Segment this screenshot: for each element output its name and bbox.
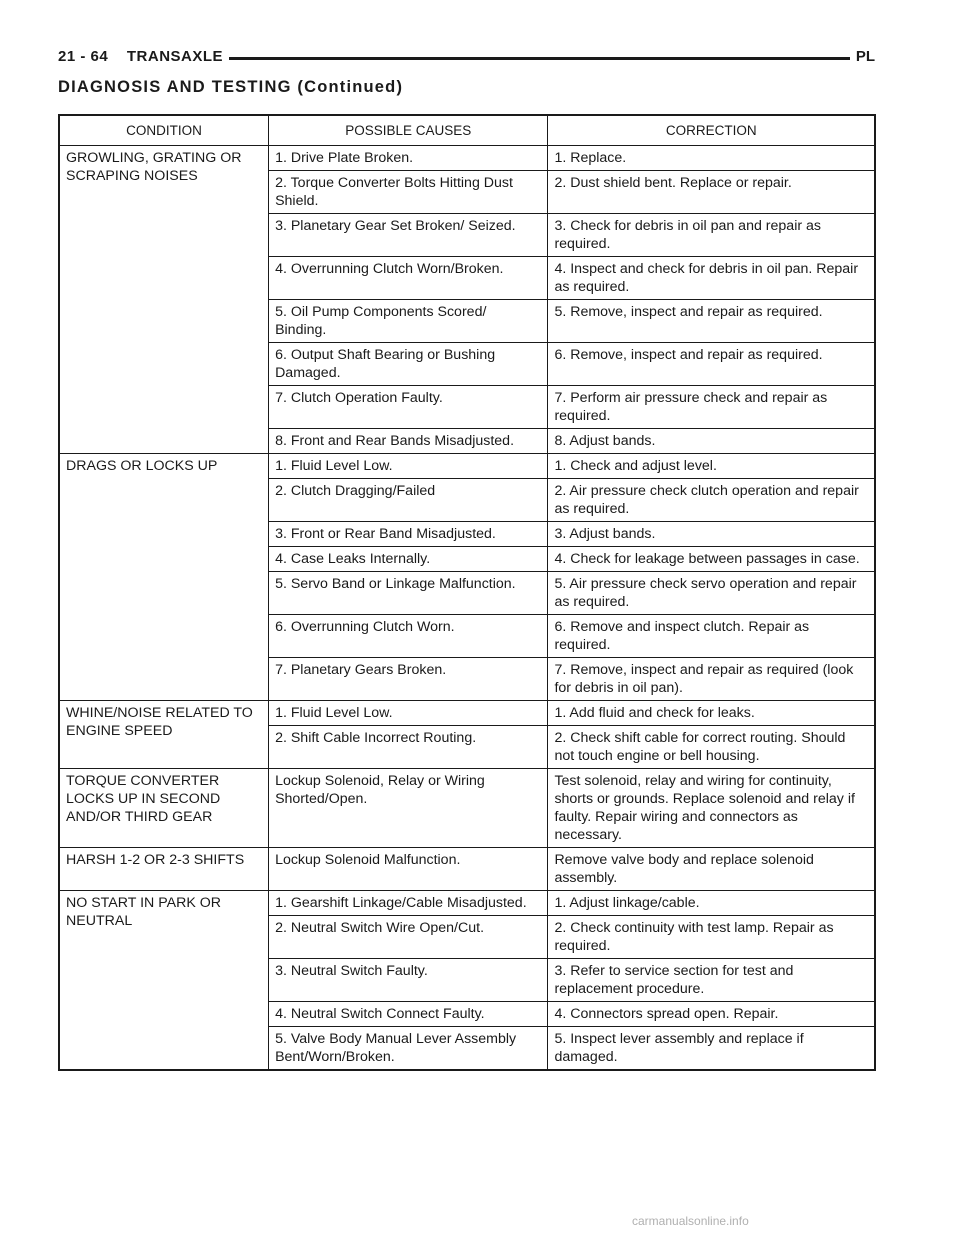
- correction-cell: Remove valve body and replace solenoid assembly.: [548, 848, 875, 891]
- correction-cell: 3. Adjust bands.: [548, 522, 875, 547]
- cause-cell: 4. Overrunning Clutch Worn/Broken.: [269, 257, 548, 300]
- correction-cell: 1. Add fluid and check for leaks.: [548, 701, 875, 726]
- section-name: TRANSAXLE: [126, 48, 224, 65]
- cause-cell: 2. Clutch Dragging/Failed: [269, 479, 548, 522]
- correction-cell: 7. Remove, inspect and repair as required (look for debris in oil pan).: [548, 658, 875, 701]
- page-header: [58, 44, 875, 74]
- cause-cell: 1. Drive Plate Broken.: [269, 146, 548, 171]
- condition-cell: TORQUE CONVERTER LOCKS UP IN SECOND AND/OR THIRD GEAR: [59, 769, 269, 848]
- correction-cell: 1. Check and adjust level.: [548, 454, 875, 479]
- column-header-correction: CORRECTION: [548, 115, 875, 146]
- correction-cell: 6. Remove and inspect clutch. Repair as required.: [548, 615, 875, 658]
- condition-cell: DRAGS OR LOCKS UP: [59, 454, 269, 701]
- correction-cell: 4. Connectors spread open. Repair.: [548, 1002, 875, 1027]
- table-row: [59, 848, 875, 891]
- correction-cell: 2. Check continuity with test lamp. Repair as required.: [548, 916, 875, 959]
- cause-cell: 6. Overrunning Clutch Worn.: [269, 615, 548, 658]
- correction-cell: 6. Remove, inspect and repair as required.: [548, 343, 875, 386]
- cause-cell: 3. Front or Rear Band Misadjusted.: [269, 522, 548, 547]
- table-row: [59, 769, 875, 848]
- cause-cell: 5. Servo Band or Linkage Malfunction.: [269, 572, 548, 615]
- cause-cell: 1. Fluid Level Low.: [269, 701, 548, 726]
- condition-cell: WHINE/NOISE RELATED TO ENGINE SPEED: [59, 701, 269, 769]
- correction-cell: 4. Inspect and check for debris in oil pan. Repair as required.: [548, 257, 875, 300]
- correction-cell: 5. Remove, inspect and repair as required.: [548, 300, 875, 343]
- column-header-causes: POSSIBLE CAUSES: [269, 115, 548, 146]
- condition-cell: NO START IN PARK OR NEUTRAL: [59, 891, 269, 1071]
- watermark: carmanualsonline.info: [632, 1214, 749, 1228]
- cause-cell: 2. Shift Cable Incorrect Routing.: [269, 726, 548, 769]
- cause-cell: 2. Torque Converter Bolts Hitting Dust Shield.: [269, 171, 548, 214]
- cause-cell: 4. Neutral Switch Connect Faulty.: [269, 1002, 548, 1027]
- cause-cell: 7. Planetary Gears Broken.: [269, 658, 548, 701]
- correction-cell: 2. Air pressure check clutch operation and repair as required.: [548, 479, 875, 522]
- cause-cell: 8. Front and Rear Bands Misadjusted.: [269, 429, 548, 454]
- cause-cell: 6. Output Shaft Bearing or Bushing Damaged.: [269, 343, 548, 386]
- correction-cell: 2. Check shift cable for correct routing. Should not touch engine or bell housing.: [548, 726, 875, 769]
- cause-cell: 5. Valve Body Manual Lever Assembly Bent/Worn/Broken.: [269, 1027, 548, 1071]
- cause-cell: Lockup Solenoid, Relay or Wiring Shorted/Open.: [269, 769, 548, 848]
- correction-cell: 5. Air pressure check servo operation and repair as required.: [548, 572, 875, 615]
- cause-cell: 5. Oil Pump Components Scored/ Binding.: [269, 300, 548, 343]
- table-row: [59, 701, 875, 726]
- page-number: 21 - 64: [58, 48, 109, 65]
- correction-cell: 7. Perform air pressure check and repair as required.: [548, 386, 875, 429]
- correction-cell: 1. Adjust linkage/cable.: [548, 891, 875, 916]
- condition-cell: GROWLING, GRATING OR SCRAPING NOISES: [59, 146, 269, 454]
- cause-cell: 1. Fluid Level Low.: [269, 454, 548, 479]
- section-title: DIAGNOSIS AND TESTING (Continued): [58, 78, 404, 96]
- table-row: [59, 891, 875, 916]
- cause-cell: 3. Planetary Gear Set Broken/ Seized.: [269, 214, 548, 257]
- correction-cell: 2. Dust shield bent. Replace or repair.: [548, 171, 875, 214]
- diagnosis-table: [58, 114, 876, 1071]
- table-row: [59, 146, 875, 171]
- table-header-row: [59, 115, 875, 146]
- table-row: [59, 454, 875, 479]
- cause-cell: 4. Case Leaks Internally.: [269, 547, 548, 572]
- header-left: [58, 48, 229, 65]
- correction-cell: 4. Check for leakage between passages in case.: [548, 547, 875, 572]
- correction-cell: 3. Refer to service section for test and replacement procedure.: [548, 959, 875, 1002]
- cause-cell: 2. Neutral Switch Wire Open/Cut.: [269, 916, 548, 959]
- correction-cell: 1. Replace.: [548, 146, 875, 171]
- model-code: PL: [850, 48, 875, 65]
- correction-cell: 3. Check for debris in oil pan and repair as required.: [548, 214, 875, 257]
- correction-cell: 8. Adjust bands.: [548, 429, 875, 454]
- cause-cell: Lockup Solenoid Malfunction.: [269, 848, 548, 891]
- column-header-condition: CONDITION: [59, 115, 269, 146]
- correction-cell: Test solenoid, relay and wiring for continuity, shorts or grounds. Replace solenoid and relay if faulty. Repair wiring and connectors as necessary.: [548, 769, 875, 848]
- cause-cell: 7. Clutch Operation Faulty.: [269, 386, 548, 429]
- table-body: [59, 146, 875, 1071]
- cause-cell: 3. Neutral Switch Faulty.: [269, 959, 548, 1002]
- condition-cell: HARSH 1-2 OR 2-3 SHIFTS: [59, 848, 269, 891]
- correction-cell: 5. Inspect lever assembly and replace if damaged.: [548, 1027, 875, 1071]
- cause-cell: 1. Gearshift Linkage/Cable Misadjusted.: [269, 891, 548, 916]
